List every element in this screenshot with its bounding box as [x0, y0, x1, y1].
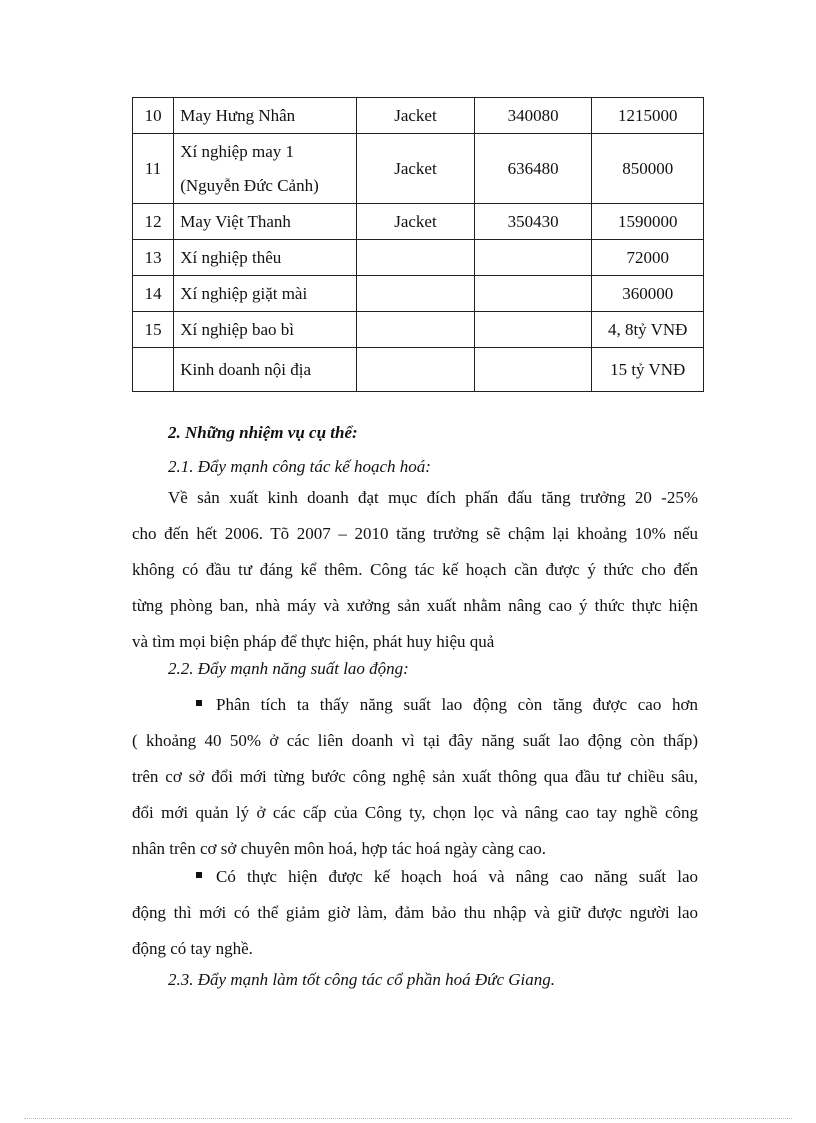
table-row: [133, 98, 704, 134]
product: Jacket: [357, 98, 475, 134]
bullet-line: động có tay nghề.: [132, 939, 253, 958]
bullet-square-icon: [196, 872, 202, 878]
product: Jacket: [357, 204, 475, 240]
bullet-text: Có thực hiện được kế hoạch hoá và nâng cao năng suất lao: [216, 867, 698, 886]
product: Jacket: [357, 134, 475, 204]
bullet-line: nhân trên cơ sở chuyên môn hoá, hợp tác hoá ngày càng cao.: [132, 839, 547, 858]
unit-name: [174, 98, 357, 134]
bullet-line: [132, 687, 698, 723]
unit-name-line: Kinh doanh nội địa: [180, 359, 311, 379]
bullet-line: [132, 859, 698, 895]
paragraph-line: cho đến hết 2006. Tõ 2007 – 2010 tăng trưởng sẽ chậm lại khoảng 10% nếu: [132, 524, 698, 543]
enterprise-table: [132, 97, 704, 392]
row-number: 12: [133, 204, 174, 240]
quantity: [474, 348, 592, 392]
unit-name: [174, 204, 357, 240]
unit-name: [174, 312, 357, 348]
bullet-square-icon: [196, 700, 202, 706]
subsection-heading-2-3: 2.3. Đẩy mạnh làm tốt công tác cổ phần hoá Đức Giang.: [168, 970, 555, 989]
table-row: [133, 240, 704, 276]
quantity: 340080: [474, 98, 592, 134]
row-number: 14: [133, 276, 174, 312]
table-row: [133, 312, 704, 348]
unit-name: [174, 134, 357, 204]
paragraph-line: Về sản xuất kinh doanh đạt mục đích phấn đấu tăng trưởng 20 -25%: [168, 488, 698, 507]
unit-name: [174, 276, 357, 312]
quantity: [474, 276, 592, 312]
quantity: 636480: [474, 134, 592, 204]
unit-name: [174, 348, 357, 392]
product: [357, 240, 475, 276]
bullet-productivity-analysis: [132, 687, 698, 867]
unit-name-line: Xí nghiệp bao bì: [180, 319, 294, 339]
quantity: 350430: [474, 204, 592, 240]
table-row: [133, 204, 704, 240]
paragraph-line: từng phòng ban, nhà máy và xưởng sản xuất nhằm nâng cao ý thức thực hiện: [132, 596, 698, 615]
table-row: [133, 276, 704, 312]
table-row: [133, 348, 704, 392]
row-number: 13: [133, 240, 174, 276]
quantity: [474, 312, 592, 348]
page-bottom-divider: [24, 1118, 792, 1119]
paragraph-line: và tìm mọi biện pháp để thực hiện, phát huy hiệu quả: [132, 632, 495, 651]
bullet-text: Phân tích ta thấy năng suất lao động còn tăng được cao hơn: [216, 695, 698, 714]
subsection-heading-2-2: 2.2. Đẩy mạnh năng suất lao động:: [168, 659, 409, 678]
bullet-line: trên cơ sở đổi mới từng bước công nghệ sản xuất thông qua đầu tư chiều sâu,: [132, 767, 698, 786]
bullet-line: động thì mới có thể giảm giờ làm, đảm bảo thu nhập và giữ được người lao: [132, 903, 698, 922]
section-heading: 2. Những nhiệm vụ cụ thể:: [168, 423, 358, 442]
product: [357, 312, 475, 348]
value: 15 tỷ VNĐ: [592, 348, 704, 392]
row-number: 11: [133, 134, 174, 204]
value: 4, 8tỷ VNĐ: [592, 312, 704, 348]
unit-name-line: Xí nghiệp may 1: [180, 141, 294, 161]
unit-name: [174, 240, 357, 276]
unit-name-line: Xí nghiệp giặt mài: [180, 283, 308, 303]
quantity: [474, 240, 592, 276]
row-number: [133, 348, 174, 392]
row-number: 10: [133, 98, 174, 134]
product: [357, 348, 475, 392]
paragraph-line: không có đầu tư đáng kể thêm. Công tác kế hoạch cần được ý thức cho đến: [132, 560, 698, 579]
paragraph-planning: [132, 480, 698, 660]
subsection-heading-2-1: 2.1. Đẩy mạnh công tác kế hoạch hoá:: [168, 457, 431, 476]
bullet-line: ( khoảng 40 50% ở các liên doanh vì tại đây năng suất lao động còn thấp): [132, 731, 698, 750]
unit-name-line: Xí nghiệp thêu: [180, 247, 282, 267]
unit-name-line: May Hưng Nhân: [180, 105, 296, 125]
value: 360000: [592, 276, 704, 312]
value: 1590000: [592, 204, 704, 240]
value: 72000: [592, 240, 704, 276]
unit-name-line: May Việt Thanh: [180, 211, 291, 231]
row-number: 15: [133, 312, 174, 348]
bullet-planning-outcome: [132, 859, 698, 967]
product: [357, 276, 475, 312]
value: 850000: [592, 134, 704, 204]
unit-name-line: (Nguyễn Đức Cảnh): [180, 175, 319, 195]
table-row: [133, 134, 704, 204]
bullet-line: đổi mới quản lý ở các cấp của Công ty, chọn lọc và nâng cao tay nghề công: [132, 803, 698, 822]
value: 1215000: [592, 98, 704, 134]
